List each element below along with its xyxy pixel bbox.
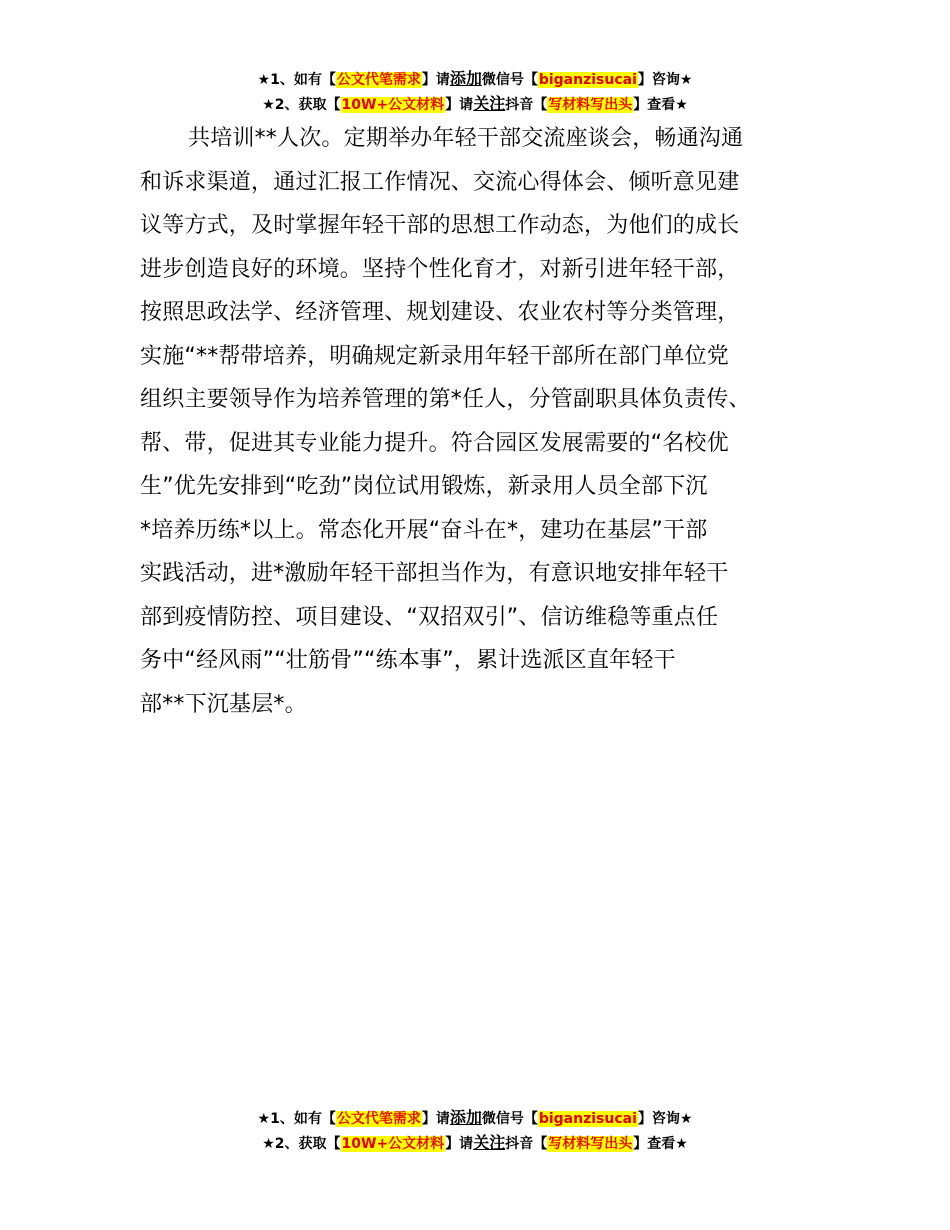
footer-ad-highlight-service: 公文代笔需求 xyxy=(336,1111,421,1127)
footer-ad-line-2: ★2、获取【10W+公文材料】请关注抖音【写材料写出头】查看★ xyxy=(262,1133,688,1152)
paragraph-line: 实践活动，进*激励年轻干部担当作为，有意识地安排年轻干 xyxy=(140,561,729,586)
paragraph-line: *培养历练*以上。常态化开展“奋斗在*，建功在基层”干部 xyxy=(140,517,708,543)
footer-ad-line-1: ★1、如有【公文代笔需求】请添加微信号【biganzisucai】咨询★ xyxy=(257,1108,693,1127)
header-ad-highlight-douyin: 写材料写出头 xyxy=(548,97,633,113)
body-paragraph xyxy=(140,117,830,726)
paragraph-line: 按照思政法学、经济管理、规划建设、农业农村等分类管理， xyxy=(140,300,740,325)
footer-ad-highlight-wechat: biganzisucai xyxy=(538,1111,637,1127)
paragraph-line: 生”优先安排到“吃劲”岗位试用锻炼，新录用人员全部下沉 xyxy=(140,474,708,499)
paragraph-line: 组织主要领导作为培养管理的第*任人，分管副职具体负责传、 xyxy=(140,387,751,412)
paragraph-line: 共培训**人次。定期举办年轻干部交流座谈会，畅通沟通 xyxy=(188,126,744,151)
paragraph-line: 部到疫情防控、项目建设、“双招双引”、信访维稳等重点任 xyxy=(140,604,719,630)
paragraph-line: 进步创造良好的环境。坚持个性化育才，对新引进年轻干部， xyxy=(140,256,740,282)
header-ad-highlight-service: 公文代笔需求 xyxy=(336,72,421,88)
header-ad-highlight-materials: 10W+公文材料 xyxy=(341,97,445,113)
header-ad-highlight-wechat: biganzisucai xyxy=(538,72,637,88)
paragraph-line: 和诉求渠道，通过汇报工作情况、交流心得体会、倾听意见建 xyxy=(140,169,740,195)
footer-ad-highlight-douyin: 写材料写出头 xyxy=(548,1136,633,1152)
header-ad xyxy=(0,67,950,117)
footer-ad-highlight-materials: 10W+公文材料 xyxy=(341,1136,445,1152)
header-ad-line-2: ★2、获取【10W+公文材料】请关注抖音【写材料写出头】查看★ xyxy=(262,94,688,113)
header-ad-line-1: ★1、如有【公文代笔需求】请添加微信号【biganzisucai】咨询★ xyxy=(257,69,693,88)
paragraph-line: 务中“经风雨”“壮筋骨”“练本事”，累计选派区直年轻干 xyxy=(140,648,676,673)
paragraph-line: 实施“**帮带培养，明确规定新录用年轻干部所在部门单位党 xyxy=(140,343,729,369)
paragraph-line: 帮、带，促进其专业能力提升。符合园区发展需要的“名校优 xyxy=(140,430,729,456)
paragraph-line: 部**下沉基层*。 xyxy=(140,691,307,717)
paragraph-line: 议等方式，及时掌握年轻干部的思想工作动态，为他们的成长 xyxy=(140,213,740,238)
footer-ad xyxy=(0,1106,950,1156)
